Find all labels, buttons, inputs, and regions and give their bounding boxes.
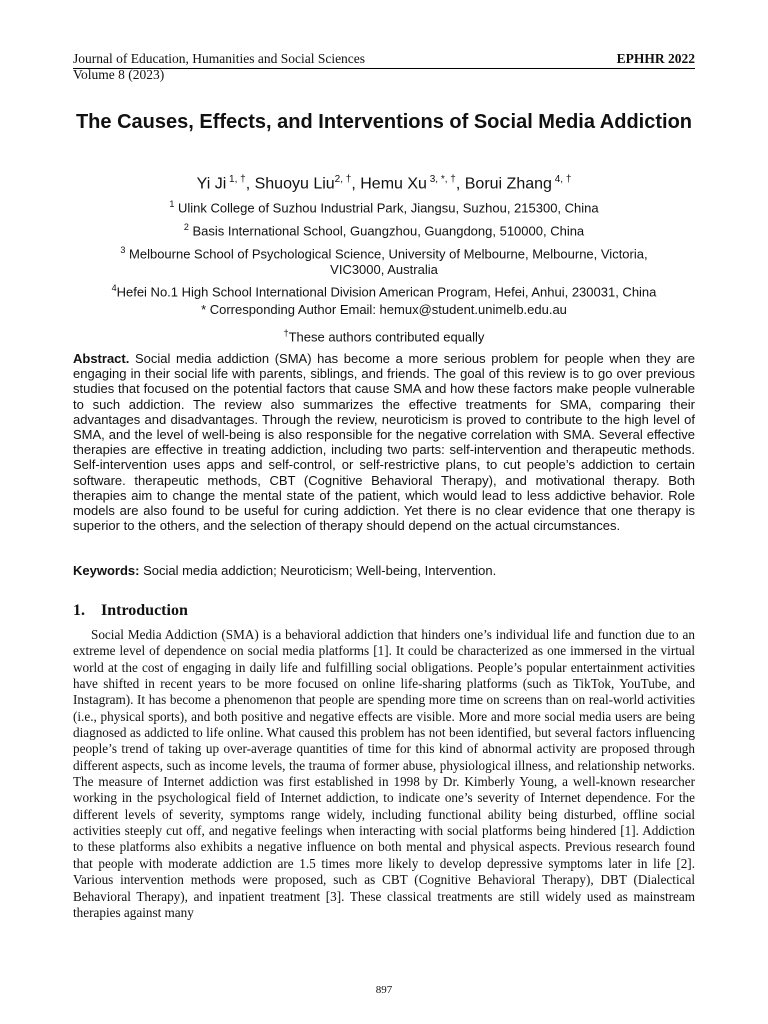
header-rule (73, 68, 695, 69)
abstract-label: Abstract. (73, 351, 130, 366)
author-name: Shuoyu Liu (254, 175, 335, 193)
journal-name: Journal of Education, Humanities and Social Sciences (73, 51, 366, 66)
abstract-text: Social media addiction (SMA) has become a more serious problem for people when they are engaging in their social life with parents, siblings, and friends. The goal of this review is to go over previous studies that focused on the potential factors that cause SMA and how these factors make people vulnerable to such addiction. The review also summarizes the effective treatments for SMA, comparing their advantages and disadvantages. Through the review, neuroticism is proved to contribute to the high level of SMA, and the level of well-being is also responsible for the negative correlation with SMA. Several effective therapies are effective in treating addiction, including two parts: self-intervention and therapeutic methods. Self-intervention uses apps and self-control, or self-restrictive plans, to cut people’s addiction to certain software. therapeutic methods, CBT (Cognitive Behavioral Therapy), and motivational therapy. Both therapies aim to change the mental state of the patient, which would lead to less addictive behavior. Role models are also found to be useful for curing addiction. Yet there is no clear evidence that one therapy is superior to the others, and the selection of therapy should depend on the actual circumstances. (73, 351, 695, 534)
affiliation-2: $^2$ Basis International School, Guangzhou, Guangdong, 510000, China (183, 222, 585, 239)
abstract (73, 351, 695, 533)
keywords-label: Keywords: (73, 563, 140, 578)
author-name: Hemu Xu (360, 175, 427, 193)
page-number: 897 (375, 984, 393, 996)
author-affiliation-mark: 4, † (551, 174, 572, 185)
introduction-paragraph: Social Media Addiction (SMA) is a behavioral addiction that hinders one’s individual life and function due to an extreme level of dependence on social media platforms [1]. It could be characterized as one immersed in the virtual world at the cost of engaging in daily life and fulfilling social obligations. People’s popular entertainment activities have shifted in recent years to be more focused on online life-sharing platforms (such as TikTok, YouTube, and Instagram). It has become a phenomenon that people are spending more time on screens than on real-world activities (i.e., physical sports), and both positive and negative effects are visible. More and more social media users are being diagnosed as addicted to life online. What caused this problem has not been identified, but several factors influencing people’s trend of taking up over-average quantities of time for this kind of abnormal activity are proposed through different aspects, such as income levels, the trauma of former abuse, physiological illness, and relationship networks. The measure of Internet addiction was first established in 1998 by Dr. Kimberly Young, a well-known researcher working in the psychological field of Internet addiction, to indicate one’s severity of Internet dependence. For the different levels of severity, symptoms range widely, including functional ability being disturbed, offline social activities steeply cut off, and negative feelings when interacting with social platforms being hindered [1]. Addiction to these platforms also exhibits a negative influence on both mental and physical aspects. Previous research found that people with moderate addiction are 1.5 times more likely to develop depressive symptoms later in life [2]. Various intervention methods were proposed, such as CBT (Cognitive Behavioral Therapy), DBT (Dialectical Behavioral Therapy), and inpatient treatment [3]. These classical treatments are still widely used as mainstream therapies against many (73, 627, 695, 920)
section-number: 1. (73, 602, 85, 619)
corresponding-author: * Corresponding Author Email: hemux@student.unimelb.edu.au (201, 302, 567, 317)
author-affiliation-mark: 1, † (226, 174, 246, 185)
author-affiliation-mark: 3, *, † (426, 174, 456, 185)
section-heading (73, 601, 188, 621)
running-header (73, 51, 695, 83)
affiliation-1: $^1$ Ulink College of Suzhou Industrial Park, Jiangsu, Suzhou, 215300, China (169, 199, 599, 216)
author-name: Yi Ji (196, 175, 227, 193)
affiliation-4: $^4$Hefei No.1 High School International Division American Program, Hefei, Anhui, 230031, China (111, 283, 657, 300)
paper-title: The Causes, Effects, and Interventions of Social Media Addiction (75, 111, 693, 133)
author-affiliation-mark: 2, † (334, 174, 352, 185)
keywords-text: Social media addiction; Neuroticism; Well-being, Intervention. (139, 563, 497, 578)
author-name: Borui Zhang (464, 175, 552, 193)
section-title: Introduction (101, 602, 188, 619)
volume-label: Volume 8 (2023) (73, 67, 165, 82)
conference-name: EPHHR 2022 (616, 51, 695, 66)
keywords (73, 563, 695, 578)
equal-contribution-note: †These authors contributed equally (283, 328, 485, 345)
affiliation-3: $^3$ Melbourne School of Psychological Science, University of Melbourne, Melbourne, Victoria, VIC3000, Australia (120, 245, 648, 278)
author-list: Yi Ji $^{1, \dagger}$, Shuoyu Liu$^{2, \dagger}$, Hemu Xu $^{3, *, \dagger}$, Borui Zhang $^{4, \dagger}$ (196, 174, 572, 193)
